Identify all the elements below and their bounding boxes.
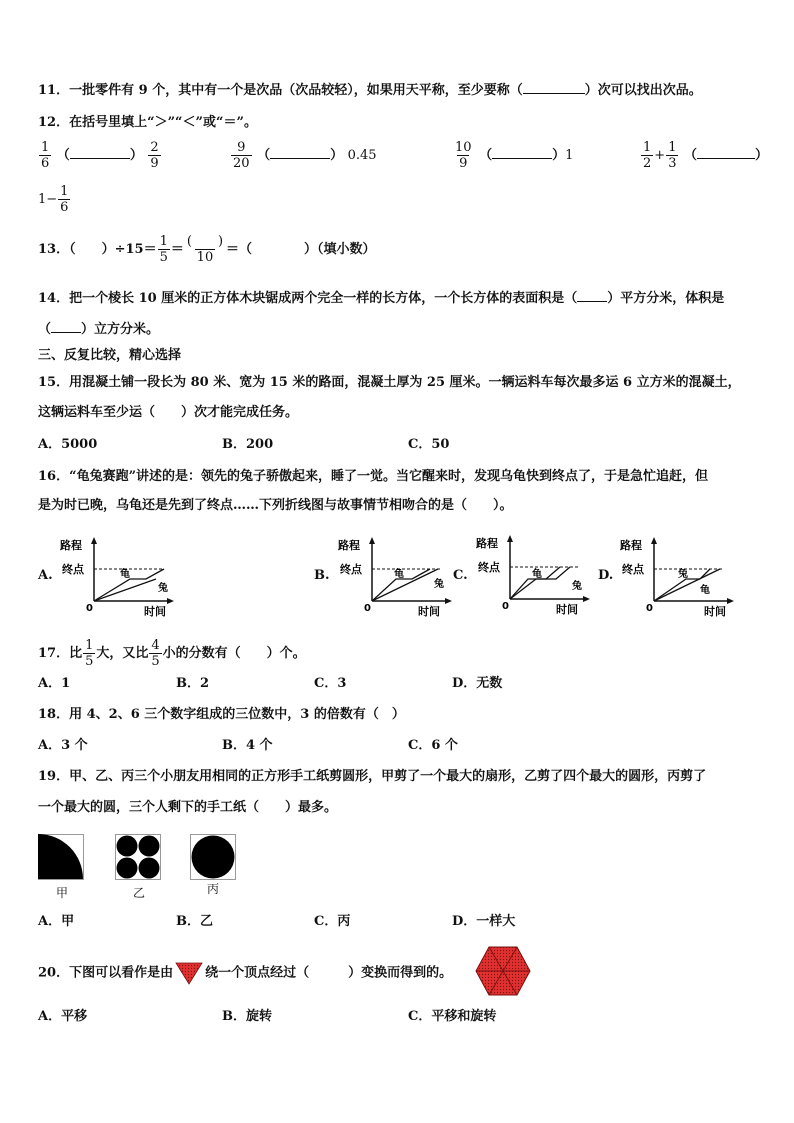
- q20-option-c[interactable]: C．平移和旋转: [408, 1009, 497, 1024]
- svg-text:时间: 时间: [144, 605, 166, 617]
- q17-option-c[interactable]: C．3: [314, 676, 347, 691]
- q18-option-c[interactable]: C．6 个: [408, 738, 458, 753]
- svg-text:路程: 路程: [476, 537, 498, 550]
- q12-item-3: $\frac{10}{9}$ （ ）1: [455, 140, 574, 171]
- q12-item-2: $\frac{9}{20}$ （ ） 0.45: [233, 140, 377, 171]
- q17-option-d[interactable]: D．无数: [452, 676, 503, 691]
- q19-option-a[interactable]: A．甲: [38, 914, 75, 929]
- fraction: $\frac{1}{5}$: [159, 234, 168, 265]
- q18-option-b[interactable]: B．4 个: [222, 738, 273, 753]
- svg-text:兔: 兔: [572, 581, 582, 592]
- q15-option-c[interactable]: C．50: [408, 437, 450, 452]
- fraction: $\frac{1}{6}$: [41, 140, 50, 171]
- q13: 13．（ ）÷15＝ $\frac{1}{5}$ ＝ $\frac{( )}{10}$ ＝（ ）（填小数）: [38, 234, 376, 265]
- q11: 11．一批零件有 9 个，其中有一个是次品（次品较轻），如果用天平称，至少要称（ ）次可以找出次品。: [38, 83, 702, 98]
- answer-blank[interactable]: [51, 332, 81, 333]
- graph-c: [476, 533, 596, 615]
- q17: 17．比 $\frac{1}{5}$ 大，又比 $\frac{4}{5}$ 小的分数有（ ）个。: [38, 638, 306, 669]
- hexagon-figure: [475, 946, 531, 996]
- svg-text:龟: 龟: [120, 569, 130, 580]
- paper-jia: [38, 834, 84, 880]
- fraction: $\frac{9}{20}$: [233, 140, 250, 171]
- svg-text:0: 0: [86, 603, 93, 614]
- svg-text:终点: 终点: [478, 561, 500, 574]
- svg-text:路程: 路程: [60, 539, 82, 552]
- svg-text:终点: 终点: [622, 563, 644, 576]
- paper-yi: [115, 834, 161, 880]
- label-jia: 甲: [56, 886, 69, 900]
- q20-option-b[interactable]: B．旋转: [222, 1009, 272, 1024]
- fraction: $\frac{1}{2}$: [643, 140, 652, 171]
- svg-text:终点: 终点: [62, 563, 84, 576]
- q19-line1: 19．甲、乙、丙三个小朋友用相同的正方形手工纸剪圆形，甲剪了一个最大的扇形，乙剪了四个最大的圆形，丙剪了: [38, 769, 707, 784]
- svg-text:0: 0: [646, 603, 653, 614]
- answer-blank[interactable]: [577, 301, 607, 302]
- answer-blank[interactable]: [697, 158, 755, 159]
- svg-text:时间: 时间: [418, 605, 440, 617]
- q14-line2: （ ）立方分米。: [38, 322, 160, 337]
- q15-line1: 15．用混凝土铺一段长为 80 米、宽为 15 米的路面，混凝土厚为 25 厘米。一辆运料车每次最多运 6 立方米的混凝土，: [38, 375, 741, 390]
- fraction: $\frac{1}{6}$: [60, 184, 69, 215]
- q16-line1: 16．“龟兔赛跑”讲述的是：领先的兔子骄傲起来，睡了一觉。当它醒来时，发现乌龟快到终点了，于是急忙追赶，但: [38, 469, 709, 484]
- q16-option-b[interactable]: B.: [314, 568, 330, 583]
- paper-bing: [190, 834, 236, 880]
- graph-d: [620, 535, 740, 617]
- svg-text:兔: 兔: [434, 579, 444, 590]
- q14-line1: 14．把一个棱长 10 厘米的正方体木块锯成两个完全一样的长方体，一个长方体的表面积是（ ）平方分米，体积是: [38, 291, 725, 306]
- svg-text:龟: 龟: [532, 569, 542, 580]
- q12-item-5: 1− $\frac{1}{6}$: [38, 184, 69, 215]
- section-heading: 三、反复比较，精心选择: [38, 348, 182, 363]
- svg-text:龟: 龟: [700, 585, 710, 596]
- svg-text:兔: 兔: [678, 569, 688, 580]
- graph-a: [60, 535, 180, 617]
- q18-option-a[interactable]: A．3 个: [38, 738, 88, 753]
- q16-option-a[interactable]: A.: [38, 568, 53, 583]
- q12-title: 12．在括号里填上“＞”“＜”或“＝”。: [38, 115, 257, 130]
- svg-text:龟: 龟: [394, 569, 404, 580]
- q20: 20．下图可以看作是由 绕一个顶点经过（ ）变换而得到的。: [38, 961, 452, 985]
- q17-option-b[interactable]: B．2: [176, 676, 210, 691]
- svg-text:兔: 兔: [158, 583, 168, 594]
- fraction: $\frac{4}{5}$: [151, 638, 160, 669]
- fraction: $\frac{2}{9}$: [150, 140, 159, 171]
- svg-text:终点: 终点: [340, 563, 362, 576]
- svg-text:0: 0: [502, 601, 509, 612]
- q16-line2: 是为时已晚，乌龟还是先到了终点……下列折线图与故事情节相吻合的是（ ）。: [38, 498, 513, 513]
- q17-option-a[interactable]: A．1: [38, 676, 71, 691]
- svg-text:路程: 路程: [620, 539, 642, 552]
- q19-line2: 一个最大的圆，三个人剩下的手工纸（ ）最多。: [38, 800, 338, 815]
- q19-option-c[interactable]: C．丙: [314, 914, 351, 929]
- q20-option-a[interactable]: A．平移: [38, 1009, 88, 1024]
- q16-option-c[interactable]: C.: [453, 568, 468, 583]
- q19-option-d[interactable]: D．一样大: [452, 914, 516, 929]
- q15-option-a[interactable]: A．5000: [38, 437, 98, 452]
- answer-blank[interactable]: [70, 158, 130, 159]
- graph-b: [338, 535, 458, 617]
- q12-item-4: $\frac{1}{2}$ + $\frac{1}{3}$ （ ）: [643, 140, 769, 171]
- label-bing: 丙: [207, 882, 220, 896]
- fraction: $\frac{1}{5}$: [85, 638, 94, 669]
- svg-text:时间: 时间: [704, 605, 726, 617]
- q15-option-b[interactable]: B．200: [222, 437, 274, 452]
- fraction: $\frac{10}{9}$: [455, 140, 472, 171]
- fraction: $\frac{( )}{10}$: [186, 234, 224, 265]
- answer-blank[interactable]: [270, 158, 330, 159]
- triangle-icon: [175, 961, 203, 985]
- q19-option-b[interactable]: B．乙: [176, 914, 213, 929]
- svg-text:路程: 路程: [338, 539, 360, 552]
- svg-text:时间: 时间: [556, 603, 578, 615]
- q15-line2: 这辆运料车至少运（ ）次才能完成任务。: [38, 405, 299, 420]
- q18: 18．用 4、2、6 三个数字组成的三位数中，3 的倍数有（ ）: [38, 707, 405, 722]
- answer-blank[interactable]: [523, 93, 585, 94]
- q16-option-d[interactable]: D.: [598, 568, 614, 583]
- q12-item-1: $\frac{1}{6}$ （ ） $\frac{2}{9}$: [41, 140, 159, 171]
- label-yi: 乙: [133, 886, 146, 900]
- answer-blank[interactable]: [492, 158, 552, 159]
- fraction: $\frac{1}{3}$: [668, 140, 677, 171]
- svg-text:0: 0: [364, 603, 371, 614]
